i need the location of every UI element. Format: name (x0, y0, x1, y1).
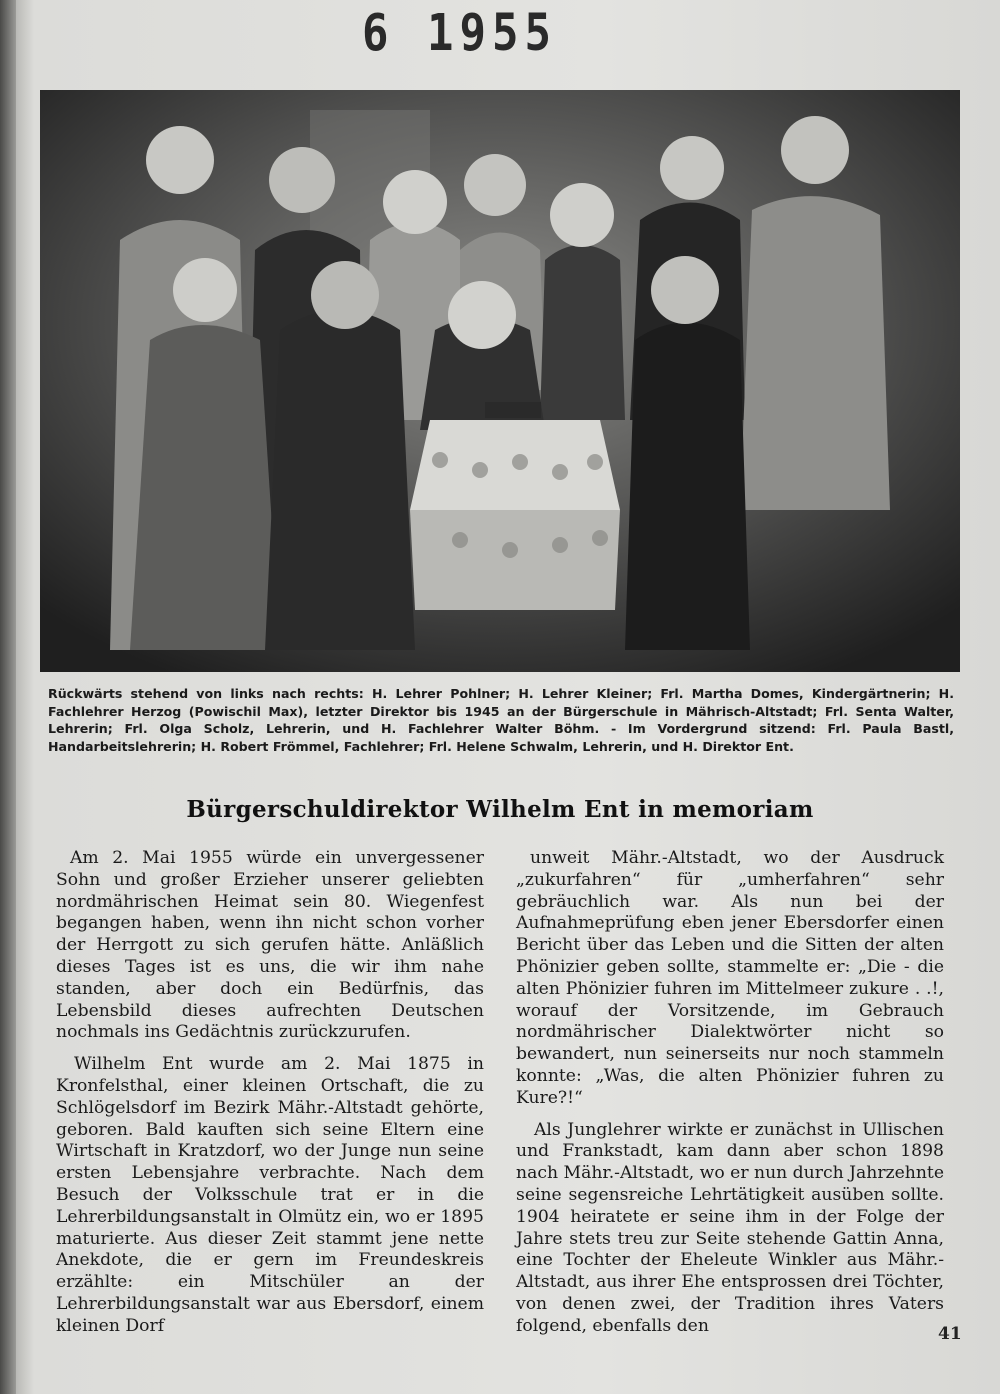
book-spine (0, 0, 16, 1394)
paragraph: Wilhelm Ent wurde am 2. Mai 1875 in Kronfelsthal, einer kleinen Ortschaft, die zu Schlögelsdorf im Bezirk Mähr.-Altstadt gehörte, geboren. Bald kauften sich seine Eltern eine Wirtschaft in Kratzdorf, wo der Junge nun seine ersten Lebensjahre verbrachte. Nach dem Besuch der Volksschule trat er in die Lehrerbildungsanstalt in Olmütz ein, wo er 1895 maturierte. Aus dieser Zeit stammt jene nette Anekdote, die er gern im Freundeskreis erzählte: ein Mitschüler an der Lehrerbildungsanstalt war aus Ebersdorf, einem kleinen Dorf (56, 1054, 484, 1336)
paragraph: Am 2. Mai 1955 würde ein unvergessener Sohn und großer Erzieher unserer geliebten nordmährischen Heimat sein 80. Wiegenfest begangen haben, wenn ihn nicht schon vorher der Herrgott zu sich gerufen hätte. Anläßlich dieses Tages ist es uns, die wir ihm nahe standen, aber doch ein Bedürfnis, das Lebensbild dieses aufrechten Deutschen nochmals ins Gedächtnis zurückzurufen. (56, 848, 484, 1043)
paragraph: unweit Mähr.-Altstadt, wo der Ausdruck „zukurfahren“ für „umherfahren“ sehr gebräuchlich war. Als nun bei der Aufnahmeprüfung eben jener Ebersdorfer einen Bericht über das Leben und die Sitten der alten Phönizier geben sollte, stammelte er: „Die - die alten Phönizier fuhren im Mittelmeer zukure . .!, worauf der Vorsitzende, im Gebrauch nordmährischer Dialektwörter nicht so bewandert, nun seinerseits nur noch stammeln konnte: „Was, die alten Phönizier fuhren zu Kure?!“ (516, 848, 944, 1108)
photo-caption: Rückwärts stehend von links nach rechts: H. Lehrer Pohlner; H. Lehrer Kleiner; Frl. Martha Domes, Kindergärtnerin; H. Fachlehrer Herzog (Powischil Max), letzter Direktor bis 1945 an der Bürgerschule in Mährisch-Altstadt; Frl. Senta Walter, Lehrerin; Frl. Olga Scholz, Lehrerin, und H. Fachlehrer Walter Böhm. - Im Vordergrund sitzend: Frl. Paula Bastl, Handarbeitslehrerin; H. Robert Frömmel, Fachlehrer; Frl. Helene Schwalm, Lehrerin, und H. Direktor Ent. (48, 686, 954, 754)
page-number: 41 (938, 1324, 962, 1344)
issue-stamp: 6 1955 (362, 4, 557, 63)
group-photo (40, 90, 960, 672)
article-column-left (56, 848, 484, 1348)
article-title: Bürgerschuldirektor Wilhelm Ent in memoriam (186, 796, 814, 823)
group-photo-illustration (40, 90, 960, 672)
paragraph: Als Junglehrer wirkte er zunächst in Ullischen und Frankstadt, kam dann aber schon 1898 nach Mähr.-Altstadt, wo er nun durch Jahrzehnte seine segensreiche Lehrtätigkeit ausüben sollte. 1904 heiratete er seine ihm in der Folge der Jahre stets treu zur Seite stehende Gattin Anna, eine Tochter der Eheleute Winkler aus Mähr.-Altstadt, aus ihrer Ehe entsprossen drei Töchter, von denen zwei, der Tradition ihres Vaters folgend, ebenfalls den (516, 1119, 944, 1336)
article-column-right (516, 848, 944, 1348)
